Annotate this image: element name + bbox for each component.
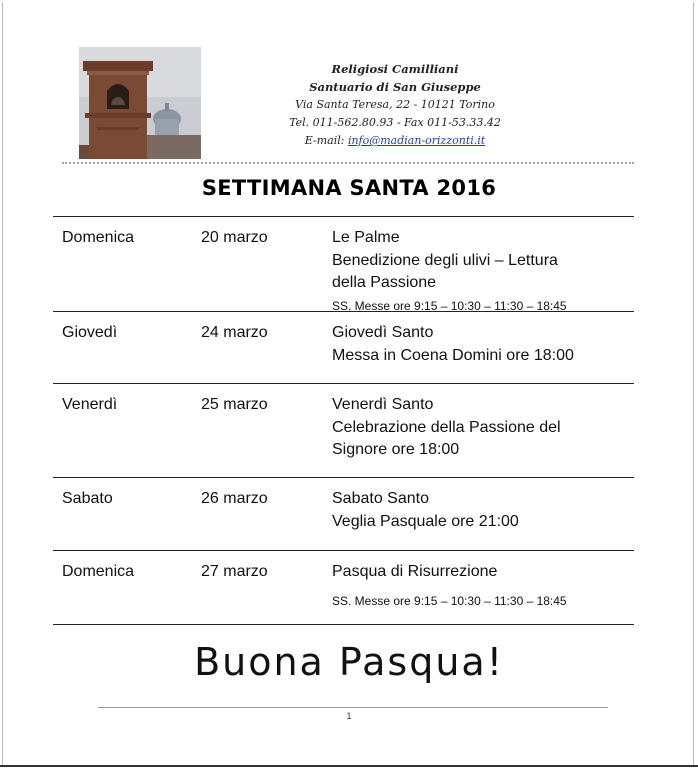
date-cell: 27 marzo	[201, 563, 268, 580]
table-row	[53, 312, 634, 383]
event-cell	[332, 394, 632, 462]
event-line: Pasqua di Risurrezione	[332, 563, 498, 580]
table-row	[53, 217, 634, 311]
table-row	[53, 478, 634, 550]
date-cell: 20 marzo	[201, 229, 268, 246]
page-number: 1	[346, 711, 352, 721]
event-line: Messa in Coena Domini ore 18:00	[332, 346, 574, 364]
letterhead	[250, 60, 540, 150]
address: Via Santa Teresa, 22 - 10121 Torino	[295, 98, 495, 111]
event-cell	[332, 488, 632, 533]
page-title: SETTIMANA SANTA 2016	[201, 176, 497, 200]
day-cell: Sabato	[62, 490, 113, 507]
day-cell: Domenica	[62, 563, 135, 580]
event-line: Celebrazione della Passione del	[332, 418, 561, 436]
mass-times-note: SS. Messe ore 9:15 – 10:30 – 11:30 – 18:45	[332, 298, 567, 313]
day-cell: Domenica	[62, 229, 135, 246]
order-name: Religiosi Camilliani	[331, 62, 459, 76]
schedule-table	[53, 216, 634, 625]
date-cell: 26 marzo	[201, 490, 268, 507]
event-cell	[332, 227, 632, 317]
event-line: Veglia Pasquale ore 21:00	[332, 512, 519, 530]
email-line	[250, 132, 540, 150]
page-bottom-border	[0, 765, 698, 767]
bell-tower-photo	[79, 47, 201, 159]
mass-times-note: SS. Messe ore 9:15 – 10:30 – 11:30 – 18:45	[332, 593, 567, 608]
easter-greeting: Buona Pasqua!	[194, 640, 504, 684]
phone-fax: Tel. 011-562.80.93 - Fax 011-53.33.42	[289, 116, 501, 129]
email-label: E-mail:	[304, 134, 345, 147]
date-cell: 25 marzo	[201, 396, 268, 413]
table-row	[53, 551, 634, 624]
event-line: della Passione	[332, 274, 437, 291]
event-line: Sabato Santo	[332, 490, 429, 507]
table-rule	[53, 624, 634, 625]
sanctuary-name: Santuario di San Giuseppe	[309, 80, 481, 94]
event-line: Signore ore 18:00	[332, 441, 460, 458]
event-line: Venerdì Santo	[332, 396, 434, 413]
header-divider	[62, 162, 634, 164]
event-line: Le Palme	[332, 229, 400, 246]
footer-divider	[98, 707, 608, 708]
event-line: Giovedì Santo	[332, 324, 434, 341]
table-row	[53, 384, 634, 477]
event-cell	[332, 322, 632, 367]
day-cell: Venerdì	[62, 396, 118, 413]
event-cell	[332, 561, 632, 612]
day-cell: Giovedì	[62, 324, 118, 341]
email-link[interactable]: info@madian-orizzonti.it	[347, 134, 486, 147]
date-cell: 24 marzo	[201, 324, 268, 341]
event-line: Benedizione degli ulivi – Lettura	[332, 251, 558, 269]
